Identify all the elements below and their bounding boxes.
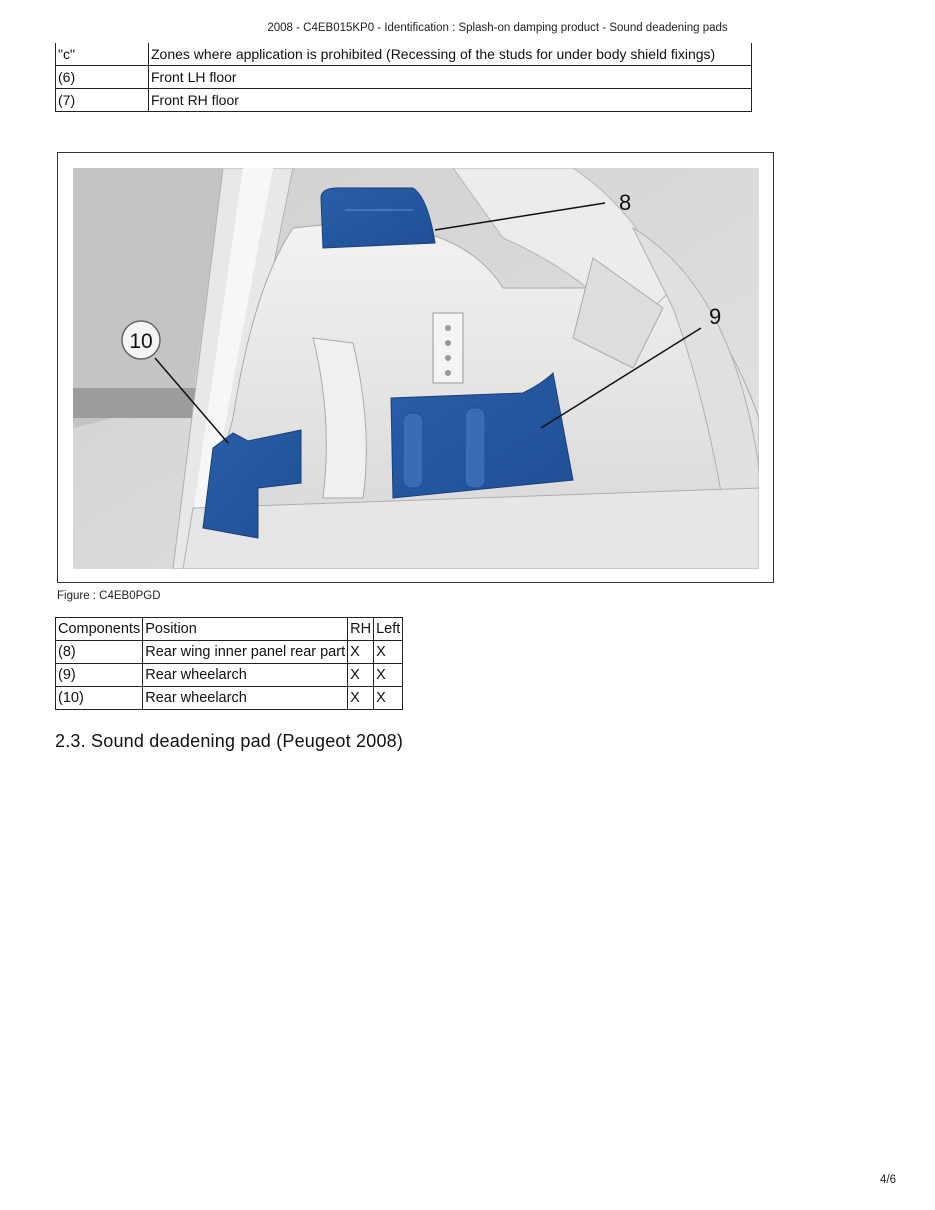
table-row <box>56 66 752 89</box>
cell-component: (8) <box>56 641 143 664</box>
column-header-left: Left <box>374 618 403 641</box>
page-number: 4/6 <box>880 1174 896 1186</box>
column-header-components: Components <box>56 618 143 641</box>
figure-caption: Figure : C4EB0PGD <box>57 590 161 602</box>
cell-position: Rear wheelarch <box>143 687 348 710</box>
cell-rh: X <box>348 641 374 664</box>
table-row <box>56 89 752 112</box>
cell-left: X <box>374 641 403 664</box>
vehicle-body-illustration <box>73 168 759 569</box>
column-header-rh: RH <box>348 618 374 641</box>
table-row <box>56 687 403 710</box>
table-cell-value: Zones where application is prohibited (Recessing of the studs for under body shield fixings) <box>149 43 752 66</box>
cell-position: Rear wheelarch <box>143 664 348 687</box>
cell-left: X <box>374 664 403 687</box>
section-heading: 2.3. Sound deadening pad (Peugeot 2008) <box>55 731 404 751</box>
cell-left: X <box>374 687 403 710</box>
table-header-row <box>56 618 403 641</box>
cell-rh: X <box>348 687 374 710</box>
table-cell-value: Front LH floor <box>149 66 752 89</box>
cell-position: Rear wing inner panel rear part <box>143 641 348 664</box>
cell-component: (9) <box>56 664 143 687</box>
cell-rh: X <box>348 664 374 687</box>
column-header-position: Position <box>143 618 348 641</box>
svg-text:10: 10 <box>129 330 153 353</box>
components-table <box>55 617 403 710</box>
table-row <box>56 43 752 66</box>
cell-component: (10) <box>56 687 143 710</box>
pad-8 <box>321 188 435 248</box>
table-cell-key: (7) <box>56 89 149 112</box>
table-row <box>56 641 403 664</box>
page-header: 2008 - C4EB015KP0 - Identification : Splash-on damping product - Sound deadening pads <box>267 22 728 34</box>
table-cell-key: "c" <box>56 43 149 66</box>
table-cell-key: (6) <box>56 66 149 89</box>
table-row <box>56 664 403 687</box>
figure-frame <box>57 152 774 583</box>
table-cell-value: Front RH floor <box>149 89 752 112</box>
svg-text:9: 9 <box>709 304 722 329</box>
zones-table <box>55 43 752 112</box>
rear-wheelarch-diagram <box>73 168 759 569</box>
svg-text:8: 8 <box>619 190 632 215</box>
